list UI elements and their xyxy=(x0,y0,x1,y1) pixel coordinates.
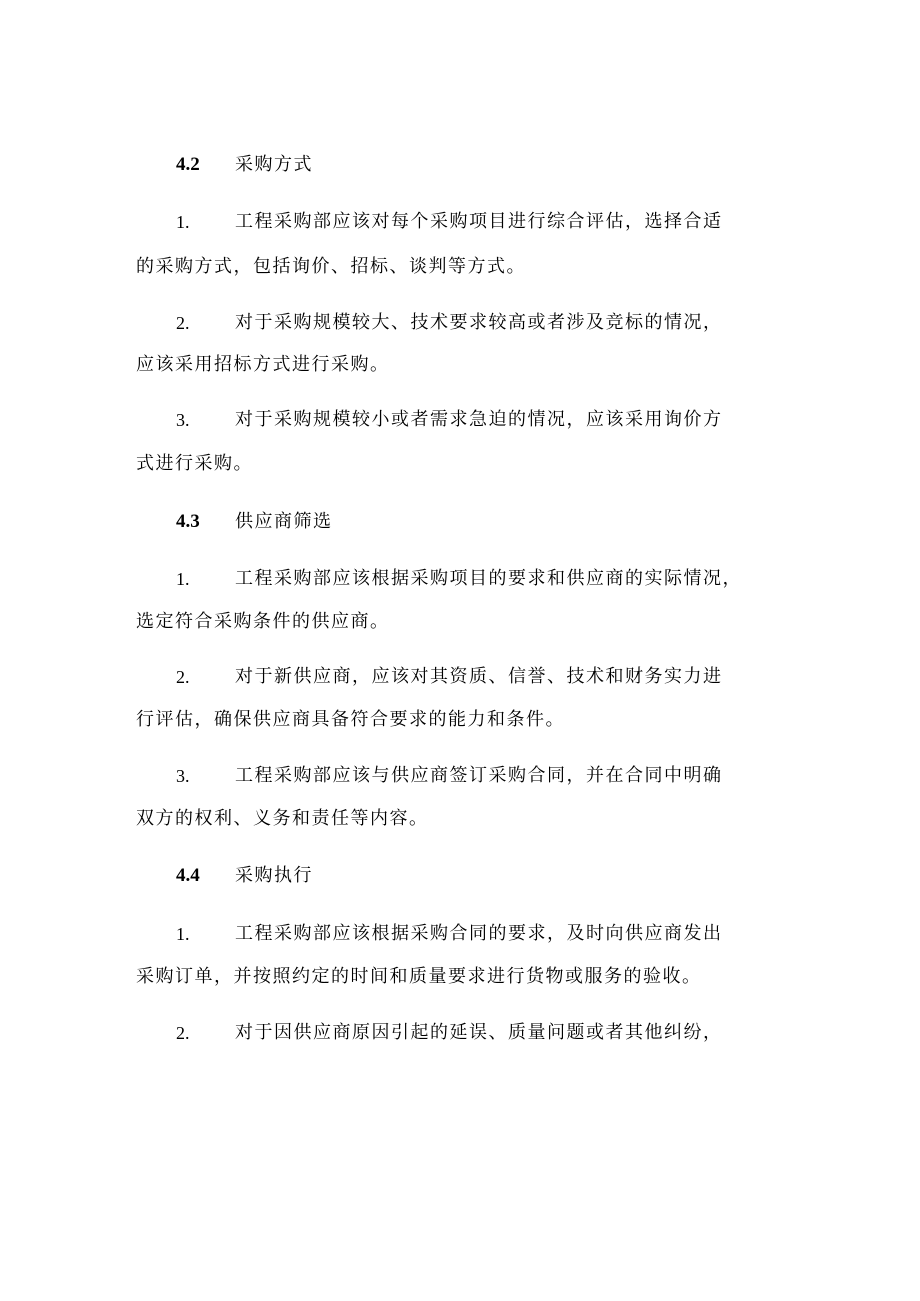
paragraph-line: 采购订单，并按照约定的时间和质量要求进行货物或服务的验收。 xyxy=(136,966,702,987)
paragraph-line: 行评估，确保供应商具备符合要求的能力和条件。 xyxy=(136,709,565,730)
item-number: 3. xyxy=(176,766,190,786)
section-number: 4.4 xyxy=(176,865,200,886)
paragraph-line: 工程采购部应该对每个采购项目进行综合评估，选择合适 xyxy=(235,211,723,232)
item-number: 3. xyxy=(176,410,190,430)
item-number: 1. xyxy=(176,212,190,232)
paragraph-line: 选定符合采购条件的供应商。 xyxy=(136,611,390,632)
paragraph-line: 对于因供应商原因引起的延误、质量问题或者其他纠纷， xyxy=(235,1022,723,1043)
item-number: 1. xyxy=(176,569,190,589)
paragraph-line: 对于新供应商，应该对其资质、信誉、技术和财务实力进 xyxy=(235,666,723,687)
paragraph-line: 工程采购部应该根据采购项目的要求和供应商的实际情况， xyxy=(235,568,742,589)
section-title: 采购执行 xyxy=(235,865,313,886)
section-number: 4.3 xyxy=(176,511,200,532)
paragraph-line: 工程采购部应该与供应商签订采购合同，并在合同中明确 xyxy=(235,765,723,786)
paragraph-line: 对于采购规模较小或者需求急迫的情况，应该采用询价方 xyxy=(235,409,723,430)
paragraph-line: 对于采购规模较大、技术要求较高或者涉及竞标的情况， xyxy=(235,312,723,333)
paragraph-line: 工程采购部应该根据采购合同的要求，及时向供应商发出 xyxy=(235,923,723,944)
item-number: 2. xyxy=(176,313,190,333)
item-number: 2. xyxy=(176,1023,190,1043)
item-number: 1. xyxy=(176,924,190,944)
section-title: 供应商筛选 xyxy=(235,511,333,532)
paragraph-line: 双方的权利、义务和责任等内容。 xyxy=(136,808,429,829)
item-number: 2. xyxy=(176,667,190,687)
paragraph-line: 的采购方式，包括询价、招标、谈判等方式。 xyxy=(136,256,526,277)
paragraph-line: 式进行采购。 xyxy=(136,453,253,474)
section-title: 采购方式 xyxy=(235,154,313,175)
section-number: 4.2 xyxy=(176,154,200,175)
paragraph-line: 应该采用招标方式进行采购。 xyxy=(136,354,390,375)
